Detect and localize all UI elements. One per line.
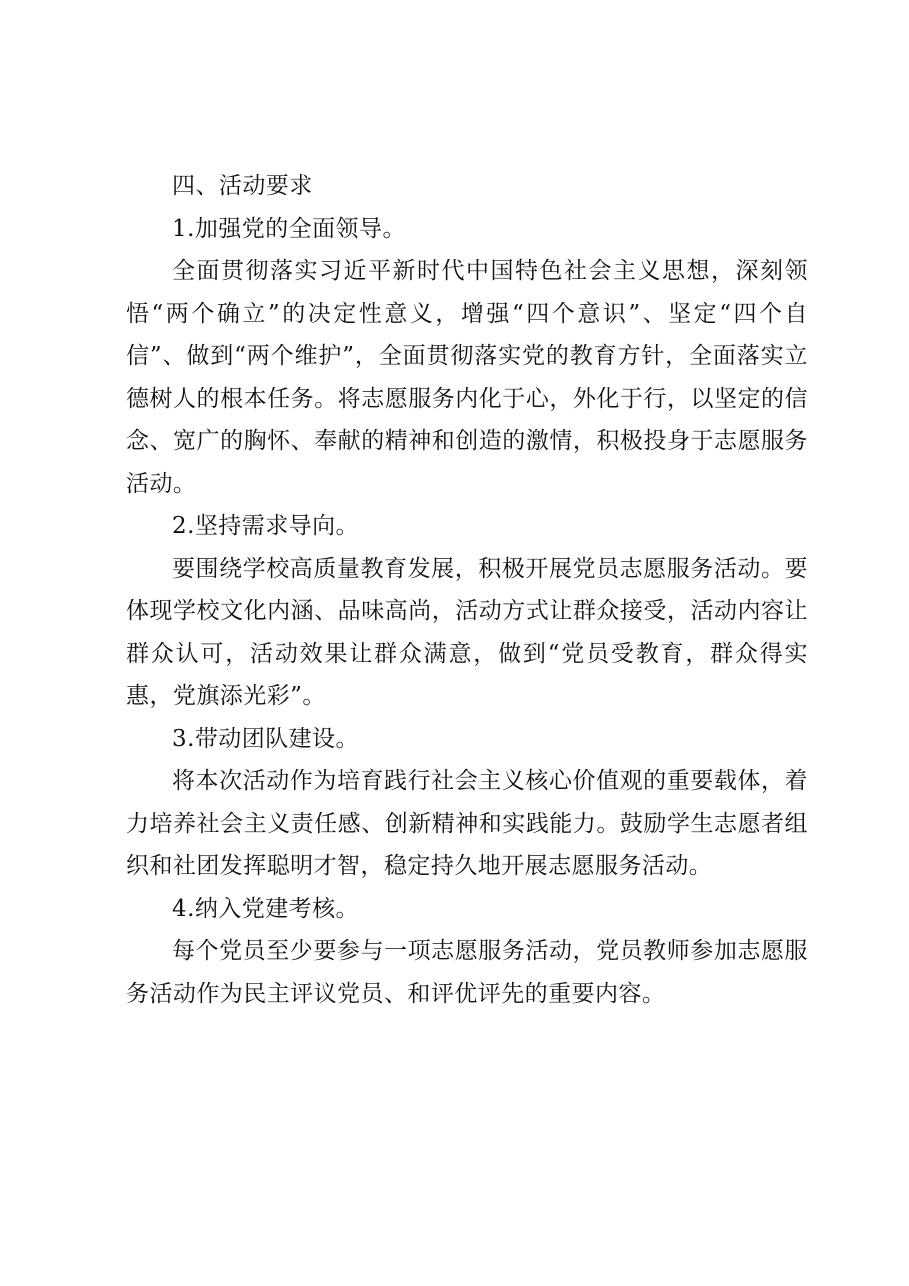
item-4-body: 每个党员至少要参与一项志愿服务活动，党员教师参加志愿服务活动作为民主评议党员、和评优评先的重要内容。 [126,938,808,1007]
item-2-title: 2.坚持需求导向。 [172,513,359,539]
item-1-title: 1.加强党的全面领导。 [172,215,406,242]
section-heading: 四、活动要求 [172,173,313,199]
item-1-body: 全面贯彻落实习近平新时代中国特色社会主义思想，深刻领悟“两个确立”的决定性意义，增强“四个意识”、坚定“四个自信”、做到“两个维护”，全面贯彻落实党的教育方针，全面落实立德树人的根本任务。将志愿服务内化于心，外化于行，以坚定的信念、宽广的胸怀、奉献的精神和创造的激情，积极投身于志愿服务活动。 [126,258,808,497]
item-2-body: 要围绕学校高质量教育发展，积极开展党员志愿服务活动。要体现学校文化内涵、品味高尚，活动方式让群众接受，活动内容让群众认可，活动效果让群众满意，做到“党员受教育，群众得实惠，党旗添光彩”。 [126,555,808,709]
item-4-title: 4.纳入党建考核。 [172,895,359,922]
document-body [126,165,808,1015]
item-3-title: 3.带动团队建设。 [172,725,359,752]
item-3-body: 将本次活动作为培育践行社会主义核心价值观的重要载体，着力培养社会主义责任感、创新精神和实践能力。鼓励学生志愿者组织和社团发挥聪明才智，稳定持久地开展志愿服务活动。 [126,768,808,879]
